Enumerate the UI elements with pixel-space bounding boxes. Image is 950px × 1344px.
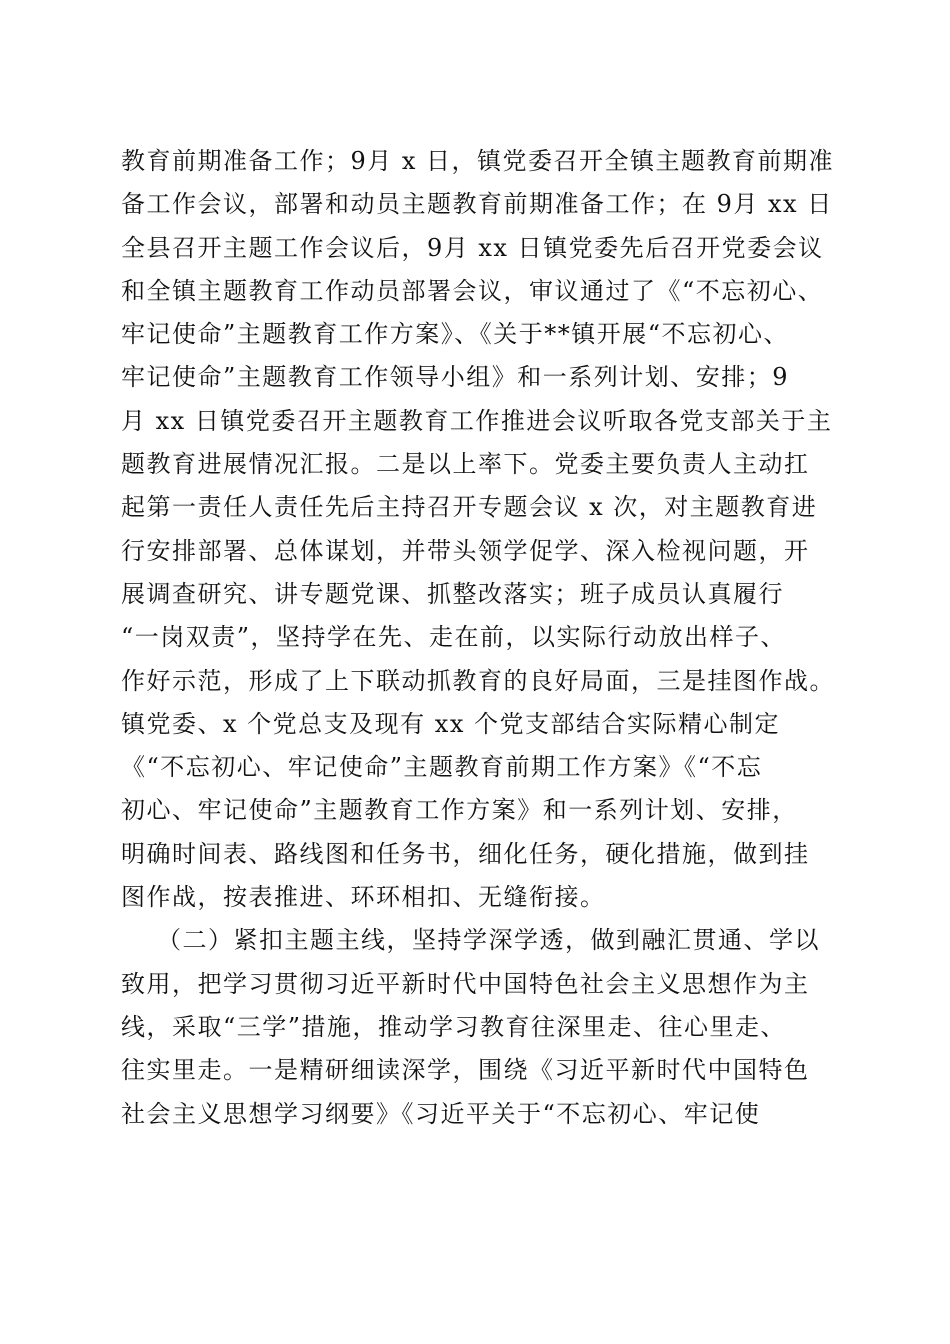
paragraph-1-line: 明确时间表、路线图和任务书，细化任务，硬化措施，做到挂 [121, 839, 810, 868]
paragraph-2-line: 社会主义思想学习纲要》《习近平关于“不忘初心、牢记使 [121, 1099, 761, 1128]
paragraph-1-line: 作好示范，形成了上下联动抓教育的良好局面，三是挂图作战。 [121, 666, 835, 695]
paragraph-2-line: 线，采取“三学”措施，推动学习教育往深里走、往心里走、 [121, 1012, 787, 1041]
paragraph-2-line: （二）紧扣主题主线，坚持学深学透，做到融汇贯通、学以 [157, 926, 820, 955]
paragraph-2-line: 致用，把学习贯彻习近平新时代中国特色社会主义思想作为主 [121, 969, 810, 998]
paragraph-1-line: 图作战，按表推进、环环相扣、无缝衔接。 [121, 883, 606, 912]
paragraph-1-line: 月 xx 日镇党委召开主题教育工作推进会议听取各党支部关于主 [121, 406, 833, 435]
paragraph-1-line: 牢记使命”主题教育工作领导小组》和一系列计划、安排；9 [121, 363, 790, 392]
paragraph-1-line: 教育前期准备工作；9月 x 日，镇党委召开全镇主题教育前期准 [121, 147, 835, 175]
paragraph-1-line: 题教育进展情况汇报。二是以上率下。党委主要负责人主动扛 [121, 450, 810, 479]
paragraph-1-line: 行安排部署、总体谋划，并带头领学促学、深入检视问题，开 [121, 536, 810, 565]
paragraph-2-line: 往实里走。一是精研细读深学，围绕《习近平新时代中国特色 [121, 1056, 810, 1085]
paragraph-1-line: 展调查研究、讲专题党课、抓整改落实；班子成员认真履行 [121, 579, 784, 608]
paragraph-1-line: 牢记使命”主题教育工作方案》、《关于**镇开展“不忘初心、 [121, 320, 790, 349]
paragraph-1-line: 《“不忘初心、牢记使命”主题教育前期工作方案》《“不忘 [121, 753, 763, 782]
paragraph-1-line: 全县召开主题工作会议后，9月 xx 日镇党委先后召开党委会议 [121, 233, 824, 262]
paragraph-1-line: 镇党委、x 个党总支及现有 xx 个党支部结合实际精心制定 [121, 709, 780, 738]
paragraph-1-line: 起第一责任人责任先后主持召开专题会议 x 次，对主题教育进 [121, 493, 818, 522]
document-body [121, 140, 841, 1136]
paragraph-1-line: 和全镇主题教育工作动员部署会议，审议通过了《“不忘初心、 [121, 276, 824, 305]
paragraph-1-line: 初心、牢记使命”主题教育工作方案》和一系列计划、安排， [121, 796, 798, 825]
paragraph-1-line: “一岗双责”，坚持学在先、走在前，以实际行动放出样子、 [121, 623, 787, 652]
paragraph-1-line: 备工作会议，部署和动员主题教育前期准备工作；在 9月 xx 日 [121, 190, 833, 219]
